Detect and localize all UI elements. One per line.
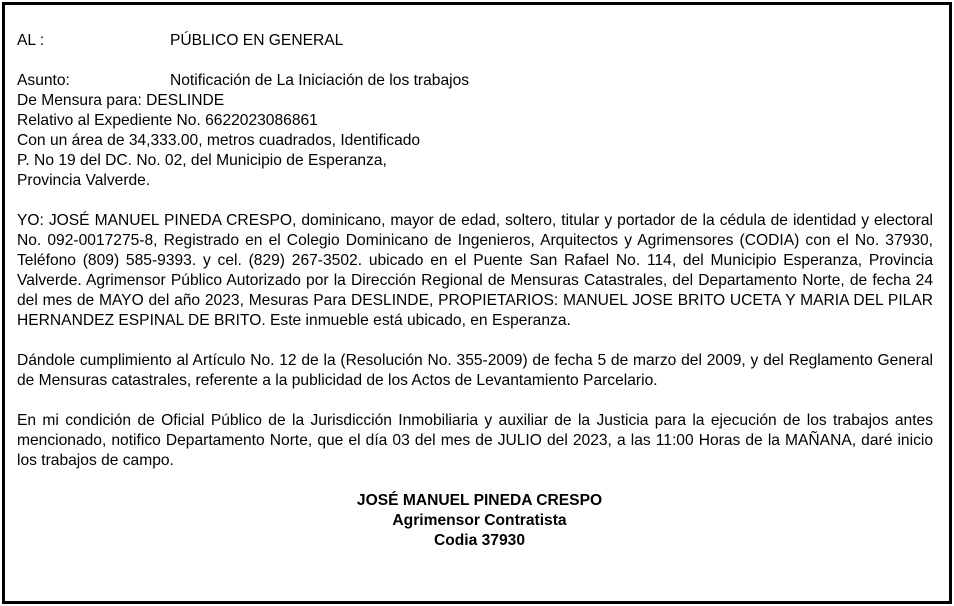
spacer (17, 191, 933, 211)
recipient-value: PÚBLICO EN GENERAL (170, 32, 344, 49)
notification-paragraph: En mi condición de Oficial Público de la Jurisdicción Inmobiliaria y auxiliar de la Justicia para la ejecución de los trabajos antes mencionado, notifico Departamento Norte, que el día 03 del mes de JULIO del 2023, a las 11:00 Horas de la MAÑANA, daré inicio los trabajos de campo. (17, 412, 933, 469)
subject-line-parcel: P. No 19 del DC. No. 02, del Municipio de Esperanza, (17, 152, 387, 169)
subject-value: Notificación de La Iniciación de los trabajos (170, 72, 470, 89)
legal-basis-paragraph: Dándole cumplimiento al Artículo No. 12 de la (Resolución No. 355-2009) de fecha 5 de marzo del 2009, y del Reglamento General de Mensuras catastrales, referente a la publicidad de los Actos de Levantamiento Parcelario. (17, 352, 933, 389)
subject-line-survey-type: De Mensura para: DESLINDE (17, 92, 225, 109)
subject-row (17, 71, 933, 91)
subject-label: Asunto: (17, 72, 70, 89)
signature-license: Codia 37930 (433, 532, 525, 549)
recipient-row (17, 31, 933, 51)
signature-name: JOSÉ MANUEL PINEDA CRESPO (356, 492, 603, 509)
subject-line-province: Provincia Valverde. (17, 172, 151, 189)
spacer (17, 391, 933, 411)
recipient-label: AL : (17, 32, 45, 49)
spacer (17, 51, 933, 71)
notice-body (17, 31, 933, 551)
spacer (17, 331, 933, 351)
subject-line-area: Con un área de 34,333.00, metros cuadrados, Identificado (17, 132, 421, 149)
subject-line-file-number: Relativo al Expediente No. 6622023086861 (17, 112, 318, 129)
signature-title: Agrimensor Contratista (392, 512, 567, 529)
signature-block (17, 491, 933, 551)
surveyor-declaration-paragraph: YO: JOSÉ MANUEL PINEDA CRESPO, dominicano, mayor de edad, soltero, titular y portador de la cédula de identidad y electoral No. 092-0017275-8, Registrado en el Colegio Dominicano de Ingenieros, Arquitectos y Agrimensores (CODIA) con el No. 37930, Teléfono (809) 585-9393. y cel. (829) 267-3502. ubicado en el Puente San Rafael No. 114, del Municipio Esperanza, Provincia Valverde. Agrimensor Público Autorizado por la Dirección Regional de Mensuras Catastrales, del Departamento Norte, de fecha 24 del mes de MAYO del año 2023, Mesuras Para DESLINDE, PROPIETARIOS: MANUEL JOSE BRITO UCETA Y MARIA DEL PILAR HERNANDEZ ESPINAL DE BRITO. Este inmueble está ubicado, en Esperanza. (17, 212, 933, 329)
